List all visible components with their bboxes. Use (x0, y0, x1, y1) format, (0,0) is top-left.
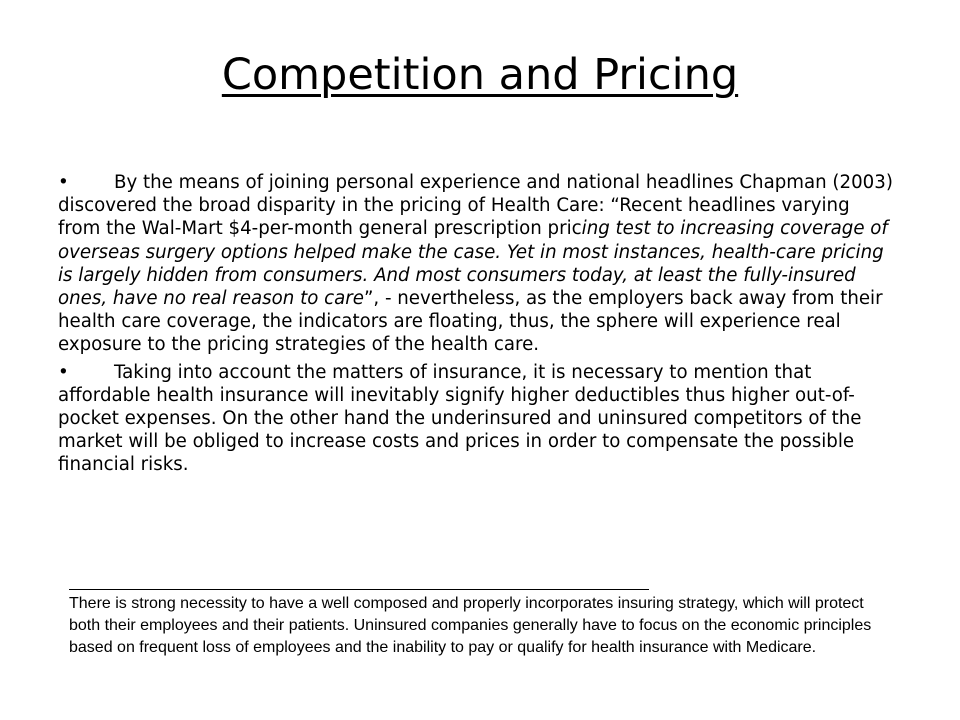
slide-title: Competition and Pricing (221, 50, 739, 100)
footnote-text: There is strong necessity to have a well composed and properly incorporates insuring strategy, which will protect both their employees and their patients. Uninsured companies generally have to focus on the economic principles based on frequent loss of employees and the inability to pay or qualify for health insurance with Medicare. (69, 595, 872, 656)
bullet-item-pricing (58, 171, 894, 357)
footnote-divider (69, 589, 649, 590)
bullet-text: Taking into account the matters of insurance, it is necessary to mention that affordable health insurance will inevitably signify higher deductibles thus higher out-of-pocket expenses. On the other hand the underinsured and uninsured competitors of the market will be obliged to increase costs and prices in order to compensate the possible financial risks. (58, 361, 862, 476)
slide-body (58, 171, 894, 481)
bullet-marker: • (58, 172, 69, 193)
bullet-text: By the means of joining personal experience and national headlines Chapman (2003) discovered the broad disparity in the pricing of Health Care: “Recent headlines varying from the Wal-Mart $4-per-month general prescription pric (58, 172, 893, 240)
bullet-item-insurance (58, 361, 894, 477)
bullet-quote: ing test to increasing coverage of overseas surgery options helped make the case. Yet in most instances, health-care pricing is largely hidden from consumers. And most consumers today, at least the fully-insured ones, have no real reason to care (58, 218, 888, 310)
bullet-text-tail: ”, - nevertheless, as the employers back away from their health care coverage, the indicators are floating, thus, the sphere will experience real exposure to the pricing strategies of the health care. (58, 288, 883, 356)
bullet-marker: • (58, 361, 69, 383)
